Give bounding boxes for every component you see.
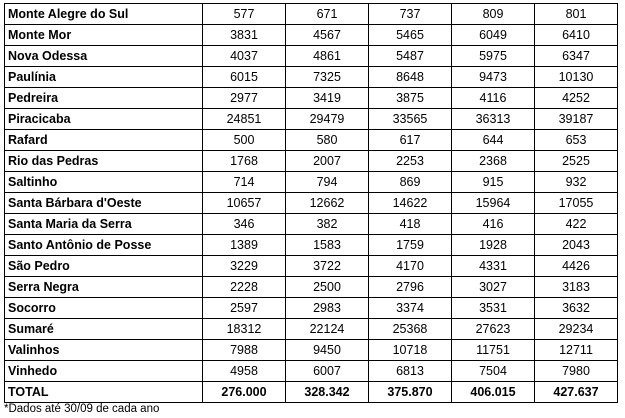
value-cell[interactable]: 1768 [203, 151, 286, 172]
data-table [4, 3, 618, 403]
value-cell[interactable]: 10130 [535, 67, 618, 88]
value-cell[interactable]: 9473 [452, 67, 535, 88]
value-cell[interactable]: 577 [203, 4, 286, 25]
value-cell[interactable]: 6813 [369, 361, 452, 382]
table-row [5, 235, 618, 256]
value-cell[interactable]: 500 [203, 130, 286, 151]
value-cell[interactable]: 1583 [286, 235, 369, 256]
value-cell[interactable]: 27623 [452, 319, 535, 340]
table-row [5, 277, 618, 298]
value-cell[interactable]: 4170 [369, 256, 452, 277]
value-cell[interactable]: 6049 [452, 25, 535, 46]
table-row [5, 46, 618, 67]
value-cell[interactable]: 29479 [286, 109, 369, 130]
municipality-cell[interactable]: Sumaré [5, 319, 203, 340]
value-cell[interactable]: 4958 [203, 361, 286, 382]
value-cell[interactable]: 5975 [452, 46, 535, 67]
value-cell[interactable]: 39187 [535, 109, 618, 130]
value-cell[interactable]: 36313 [452, 109, 535, 130]
value-cell[interactable]: 416 [452, 214, 535, 235]
table-row [5, 340, 618, 361]
table-row [5, 361, 618, 382]
value-cell[interactable]: 2007 [286, 151, 369, 172]
value-cell[interactable]: 15964 [452, 193, 535, 214]
value-cell[interactable]: 4567 [286, 25, 369, 46]
value-cell[interactable]: 617 [369, 130, 452, 151]
value-cell[interactable]: 382 [286, 214, 369, 235]
value-cell[interactable]: 2983 [286, 298, 369, 319]
value-cell[interactable]: 671 [286, 4, 369, 25]
value-cell[interactable]: 2368 [452, 151, 535, 172]
value-cell[interactable]: 869 [369, 172, 452, 193]
municipality-cell[interactable]: Paulínia [5, 67, 203, 88]
value-cell[interactable]: 29234 [535, 319, 618, 340]
value-cell[interactable]: 3374 [369, 298, 452, 319]
municipality-cell[interactable]: Rafard [5, 130, 203, 151]
value-cell[interactable]: 6007 [286, 361, 369, 382]
value-cell[interactable]: 14622 [369, 193, 452, 214]
municipality-cell[interactable]: Santa Maria da Serra [5, 214, 203, 235]
table-row [5, 319, 618, 340]
value-cell[interactable]: 3831 [203, 25, 286, 46]
municipality-cell[interactable]: Saltinho [5, 172, 203, 193]
value-cell[interactable]: 5465 [369, 25, 452, 46]
value-cell[interactable]: 3531 [452, 298, 535, 319]
value-cell[interactable]: 644 [452, 130, 535, 151]
value-cell[interactable]: 2796 [369, 277, 452, 298]
footnote: *Dados até 30/09 de cada ano [4, 403, 160, 415]
value-cell[interactable]: 5487 [369, 46, 452, 67]
value-cell[interactable]: 7325 [286, 67, 369, 88]
value-cell[interactable]: 22124 [286, 319, 369, 340]
value-cell[interactable]: 12711 [535, 340, 618, 361]
table-row [5, 256, 618, 277]
value-cell[interactable]: 3632 [535, 298, 618, 319]
municipality-cell[interactable]: Monte Mor [5, 25, 203, 46]
value-cell[interactable]: 18312 [203, 319, 286, 340]
municipality-cell[interactable]: Vinhedo [5, 361, 203, 382]
value-cell[interactable]: 17055 [535, 193, 618, 214]
total-value-cell[interactable]: 406.015 [452, 382, 535, 403]
value-cell[interactable]: 12662 [286, 193, 369, 214]
value-cell[interactable]: 1759 [369, 235, 452, 256]
value-cell[interactable]: 737 [369, 4, 452, 25]
value-cell[interactable]: 418 [369, 214, 452, 235]
value-cell[interactable]: 653 [535, 130, 618, 151]
value-cell[interactable]: 11751 [452, 340, 535, 361]
value-cell[interactable]: 3419 [286, 88, 369, 109]
value-cell[interactable]: 6015 [203, 67, 286, 88]
value-cell[interactable]: 24851 [203, 109, 286, 130]
value-cell[interactable]: 915 [452, 172, 535, 193]
value-cell[interactable]: 7980 [535, 361, 618, 382]
value-cell[interactable]: 4861 [286, 46, 369, 67]
spreadsheet [4, 3, 618, 403]
value-cell[interactable]: 2043 [535, 235, 618, 256]
table-row [5, 4, 618, 25]
value-cell[interactable]: 794 [286, 172, 369, 193]
value-cell[interactable]: 4331 [452, 256, 535, 277]
table-row [5, 151, 618, 172]
value-cell[interactable]: 346 [203, 214, 286, 235]
total-value-cell[interactable]: 427.637 [535, 382, 618, 403]
municipality-cell[interactable]: Socorro [5, 298, 203, 319]
value-cell[interactable]: 2597 [203, 298, 286, 319]
municipality-cell[interactable]: São Pedro [5, 256, 203, 277]
municipality-cell[interactable]: Rio das Pedras [5, 151, 203, 172]
total-value-cell[interactable]: 328.342 [286, 382, 369, 403]
value-cell[interactable]: 2253 [369, 151, 452, 172]
total-row [5, 382, 618, 403]
table-row [5, 88, 618, 109]
value-cell[interactable]: 580 [286, 130, 369, 151]
total-label[interactable]: TOTAL [5, 382, 203, 403]
total-value-cell[interactable]: 375.870 [369, 382, 452, 403]
municipality-cell[interactable]: Serra Negra [5, 277, 203, 298]
value-cell[interactable]: 3229 [203, 256, 286, 277]
value-cell[interactable]: 6410 [535, 25, 618, 46]
table-row [5, 109, 618, 130]
value-cell[interactable]: 2228 [203, 277, 286, 298]
value-cell[interactable]: 1389 [203, 235, 286, 256]
value-cell[interactable]: 3183 [535, 277, 618, 298]
value-cell[interactable]: 714 [203, 172, 286, 193]
value-cell[interactable]: 2500 [286, 277, 369, 298]
value-cell[interactable]: 4252 [535, 88, 618, 109]
value-cell[interactable]: 4037 [203, 46, 286, 67]
value-cell[interactable]: 33565 [369, 109, 452, 130]
value-cell[interactable]: 422 [535, 214, 618, 235]
value-cell[interactable]: 2977 [203, 88, 286, 109]
table-row [5, 193, 618, 214]
municipality-cell[interactable]: Monte Alegre do Sul [5, 4, 203, 25]
value-cell[interactable]: 10657 [203, 193, 286, 214]
table-row [5, 298, 618, 319]
value-cell[interactable]: 7988 [203, 340, 286, 361]
value-cell[interactable]: 4426 [535, 256, 618, 277]
value-cell[interactable]: 4116 [452, 88, 535, 109]
municipality-cell[interactable]: Valinhos [5, 340, 203, 361]
table-row [5, 214, 618, 235]
municipality-cell[interactable]: Piracicaba [5, 109, 203, 130]
value-cell[interactable]: 10718 [369, 340, 452, 361]
value-cell[interactable]: 6347 [535, 46, 618, 67]
value-cell[interactable]: 932 [535, 172, 618, 193]
value-cell[interactable]: 809 [452, 4, 535, 25]
value-cell[interactable]: 9450 [286, 340, 369, 361]
municipality-cell[interactable]: Santa Bárbara d'Oeste [5, 193, 203, 214]
value-cell[interactable]: 7504 [452, 361, 535, 382]
value-cell[interactable]: 2525 [535, 151, 618, 172]
municipality-cell[interactable]: Pedreira [5, 88, 203, 109]
table-row [5, 130, 618, 151]
value-cell[interactable]: 1928 [452, 235, 535, 256]
municipality-cell[interactable]: Santo Antônio de Posse [5, 235, 203, 256]
total-value-cell[interactable]: 276.000 [203, 382, 286, 403]
table-row [5, 172, 618, 193]
table-row [5, 67, 618, 88]
value-cell[interactable]: 3027 [452, 277, 535, 298]
value-cell[interactable]: 25368 [369, 319, 452, 340]
table-row [5, 25, 618, 46]
value-cell[interactable]: 801 [535, 4, 618, 25]
municipality-cell[interactable]: Nova Odessa [5, 46, 203, 67]
value-cell[interactable]: 3875 [369, 88, 452, 109]
value-cell[interactable]: 3722 [286, 256, 369, 277]
value-cell[interactable]: 8648 [369, 67, 452, 88]
